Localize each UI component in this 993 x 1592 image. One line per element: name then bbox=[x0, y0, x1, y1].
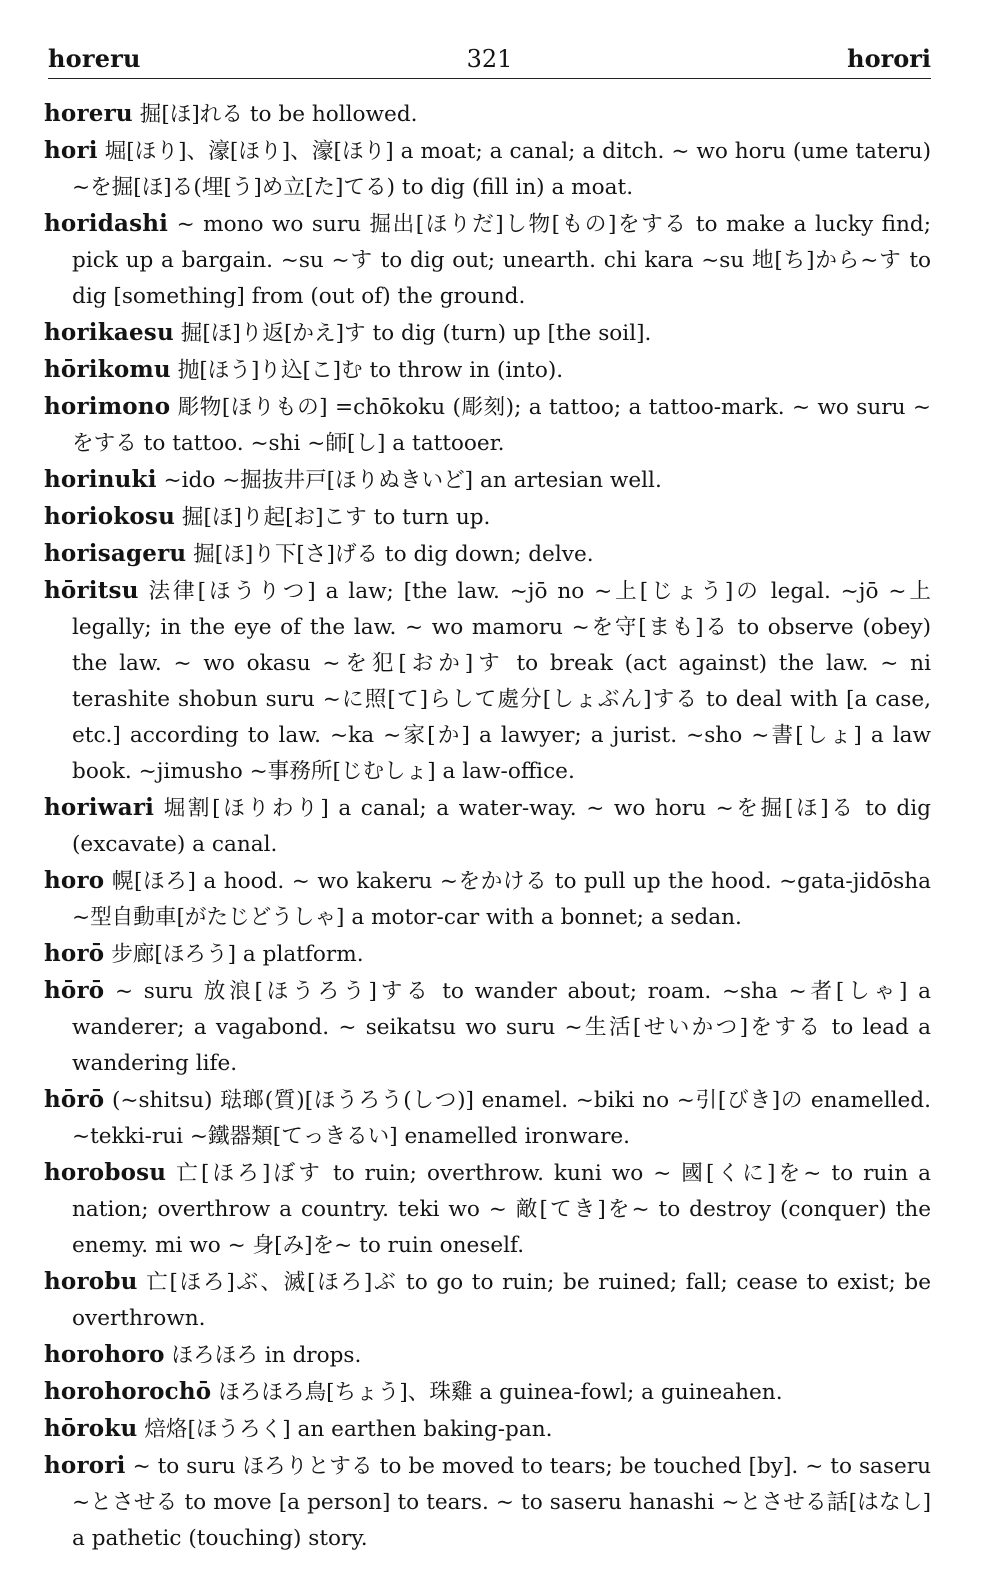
entry-body: 法律[ほうりつ] a law; [the law. ~jō no ~上[じょう]の legal. ~jō ~上 legally; in the eye of the law. ~ wo mamoru ~を守[まも]る to observe (obey) the law. ~ wo okasu ~を犯[おか]す to break (act against) the law. ~ ni terashite shobun suru ~に照[て]らして處分[しょぶん]する to deal with [a case, etc.] according to law. ~ka ~家[か] a lawyer; a jurist. ~sho ~書[しょ] a law book. ~jimusho ~事務所[じむしょ] a law-office. bbox=[72, 579, 931, 784]
entry-body: 掘[ほ]れる to be hollowed. bbox=[139, 102, 418, 127]
dictionary-entry bbox=[44, 573, 931, 790]
entry-body: 堀割[ほりわり] a canal; a water-way. ~ wo horu ~を掘[ほ]る to dig (excavate) a canal. bbox=[72, 796, 931, 857]
entry-headword: horo bbox=[44, 867, 105, 894]
entry-headword: horohorochō bbox=[44, 1378, 212, 1405]
dictionary-entry bbox=[44, 1264, 931, 1337]
entry-headword: horiwari bbox=[44, 794, 155, 821]
entry-body: ~ suru 放浪[ほうろう]する to wander about; roam. ~sha ~者[しゃ] a wanderer; a vagabond. ~ seikatsu wo suru ~生活[せいかつ]をする to lead a wandering life. bbox=[72, 979, 932, 1076]
entry-headword: horinuki bbox=[44, 466, 157, 493]
entry-body: 堀[ほり]、濠[ほり]、濠[ほり] a moat; a canal; a ditch. ~ wo horu (ume tateru) ~を掘[ほ]る(埋[う]め立[た]てる) to dig (fill in) a moat. bbox=[72, 139, 931, 200]
entry-body: (~shitsu) 琺瑯(質)[ほうろう(しつ)] enamel. ~biki no ~引[びき]の enamelled. ~tekki-rui ~鐵器類[てっきるい] enamelled ironware. bbox=[72, 1088, 931, 1149]
dictionary-entry bbox=[44, 133, 931, 206]
dictionary-entry bbox=[44, 315, 931, 352]
dictionary-entry bbox=[44, 206, 931, 315]
entry-headword: hōrō bbox=[44, 1086, 105, 1113]
dictionary-entry bbox=[44, 936, 931, 973]
dictionary-entry bbox=[44, 389, 931, 462]
entry-body: ほろほろ鳥[ちょう]、珠雞 a guinea-fowl; a guineahen. bbox=[218, 1380, 783, 1405]
entry-body: 焙烙[ほうろく] an earthen baking-pan. bbox=[144, 1417, 553, 1442]
dictionary-entry bbox=[44, 1082, 931, 1155]
entry-headword: hōrō bbox=[44, 977, 105, 1004]
dictionary-entry bbox=[44, 499, 931, 536]
dictionary-entry bbox=[44, 1155, 931, 1264]
entry-headword: horohoro bbox=[44, 1341, 165, 1368]
dictionary-entry bbox=[44, 973, 931, 1082]
entry-headword: horimono bbox=[44, 393, 171, 420]
entry-body: 步廊[ほろう] a platform. bbox=[111, 942, 364, 967]
dictionary-entry bbox=[44, 1411, 931, 1448]
entry-body: 亡[ほろ]ぶ、滅[ほろ]ぶ to go to ruin; be ruined; fall; cease to exist; be overthrown. bbox=[72, 1270, 931, 1331]
dictionary-entry bbox=[44, 1374, 931, 1411]
left-guide-word: horeru bbox=[48, 44, 141, 73]
entry-body: 彫物[ほりもの] =chōkoku (彫刻); a tattoo; a tattoo-mark. ~ wo suru ~をする to tattoo. ~shi ~師[し] a tattooer. bbox=[72, 395, 931, 456]
dictionary-entry bbox=[44, 536, 931, 573]
dictionary-entry bbox=[44, 1337, 931, 1374]
entry-headword: horori bbox=[44, 1452, 126, 1479]
entry-body: ~ to suru ほろりとする to be moved to tears; be touched [by]. ~ to saseru ~とさせる to move [a person] to tears. ~ to saseru hanashi ~とさせる話[はなし] a pathetic (touching) story. bbox=[72, 1454, 931, 1551]
entry-headword: horobosu bbox=[44, 1159, 167, 1186]
entry-body: 掘[ほ]り起[お]こす to turn up. bbox=[181, 505, 491, 530]
entry-body: ほろほろ in drops. bbox=[171, 1343, 362, 1368]
dictionary-entry bbox=[44, 863, 931, 936]
entry-headword: hōrikomu bbox=[44, 356, 171, 383]
entry-body: 幌[ほろ] a hood. ~ wo kakeru ~をかける to pull up the hood. ~gata-jidōsha ~型自動車[がたじどうしゃ] a motor-car with a bonnet; a sedan. bbox=[72, 869, 931, 930]
dictionary-entry bbox=[44, 96, 931, 133]
entry-headword: hori bbox=[44, 137, 98, 164]
entry-headword: horidashi bbox=[44, 210, 169, 237]
running-head bbox=[48, 44, 931, 79]
dictionary-entry bbox=[44, 352, 931, 389]
dictionary-entry bbox=[44, 1448, 931, 1557]
page-number: 321 bbox=[466, 45, 513, 73]
entry-headword: horisageru bbox=[44, 540, 187, 567]
entry-headword: horobu bbox=[44, 1268, 138, 1295]
entry-body: ~ido ~掘抜井戸[ほりぬきいど] an artesian well. bbox=[163, 468, 662, 493]
entry-body: 抛[ほう]り込[こ]む to throw in (into). bbox=[177, 358, 564, 383]
dictionary-entry bbox=[44, 462, 931, 499]
entry-headword: hōroku bbox=[44, 1415, 138, 1442]
dictionary-entry bbox=[44, 790, 931, 863]
dictionary-entries bbox=[44, 96, 931, 1557]
entry-headword: horikaesu bbox=[44, 319, 174, 346]
entry-body: 亡[ほろ]ぼす to ruin; overthrow. kuni wo ~ 國[くに]を~ to ruin a nation; overthrow a country. teki wo ~ 敵[てき]を~ to destroy (conquer) the enemy. mi wo ~ 身[み]を~ to ruin oneself. bbox=[72, 1161, 931, 1258]
entry-body: ~ mono wo suru 掘出[ほりだ]し物[もの]をする to make a lucky find; pick up a bargain. ~su ~す to dig out; unearth. chi kara ~su 地[ち]から~す to dig [something] from (out of) the ground. bbox=[72, 212, 931, 309]
entry-headword: horō bbox=[44, 940, 105, 967]
entry-headword: hōritsu bbox=[44, 577, 139, 604]
entry-body: 掘[ほ]り下[さ]げる to dig down; delve. bbox=[193, 542, 594, 567]
right-guide-word: horori bbox=[847, 44, 931, 73]
entry-headword: horeru bbox=[44, 100, 133, 127]
entry-body: 掘[ほ]り返[かえ]す to dig (turn) up [the soil]. bbox=[180, 321, 652, 346]
entry-headword: horiokosu bbox=[44, 503, 176, 530]
